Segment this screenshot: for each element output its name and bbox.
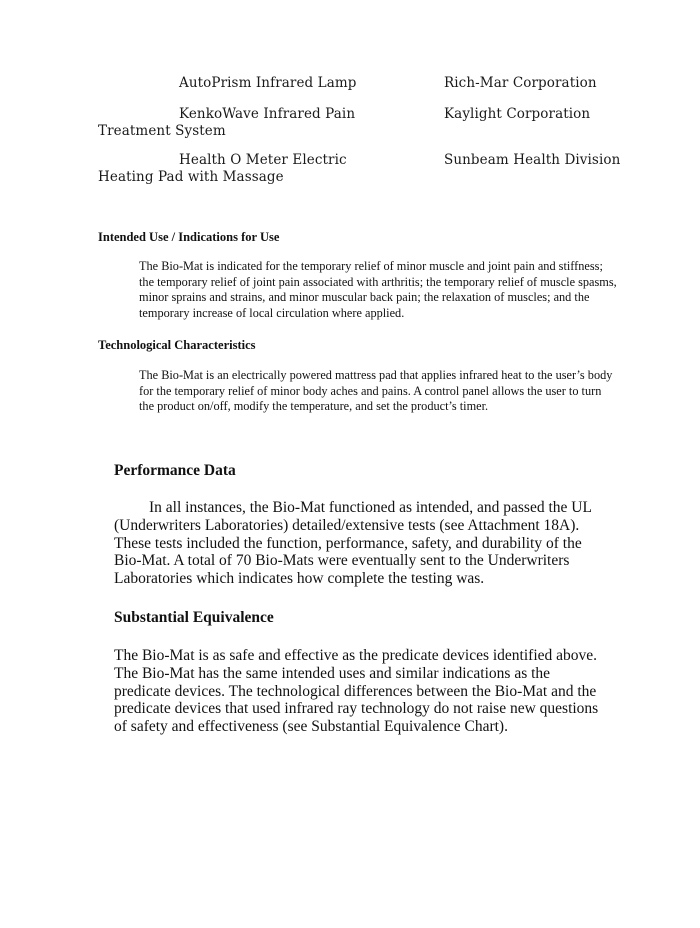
predicate-device-company: Rich-Mar Corporation [444, 75, 597, 91]
performance-data-heading: Performance Data [114, 462, 236, 479]
performance-data-body: In all instances, the Bio-Mat functioned as intended, and passed the UL (Underwriters Laboratories) detailed/extensive tests (see Attachment 18A). These tests included the function, performance, safety, and durability of the Bio-Mat. A total of 70 Bio-Mats were eventually sent to the Underwriters Laboratories which indicates how complete the testing was. [114, 499, 592, 588]
predicate-device-name: Health O Meter Electric Heating Pad with Massage [98, 152, 347, 185]
intended-use-heading: Intended Use / Indications for Use [98, 230, 280, 244]
technological-characteristics-body: The Bio-Mat is an electrically powered mattress pad that applies infrared heat to the user’s body for the temporary relief of minor body aches and pains. A control panel allows the user to turn the product on/off, modify the temperature, and set the product’s timer. [139, 368, 613, 414]
technological-characteristics-heading: Technological Characteristics [98, 338, 256, 352]
intended-use-body: The Bio-Mat is indicated for the temporary relief of minor muscle and joint pain and stiffness; the temporary relief of joint pain associated with arthritis; the temporary relief of muscle spasms, minor sprains and strains, and minor muscular back pain; the relaxation of muscles; and the temporary increase of local circulation where applied. [139, 259, 617, 320]
predicate-device-name: AutoPrism Infrared Lamp [179, 75, 357, 91]
predicate-device-company: Sunbeam Health Division [444, 152, 621, 168]
predicate-device-name: KenkoWave Infrared Pain Treatment System [98, 106, 356, 139]
predicate-device-company: Kaylight Corporation [444, 106, 591, 122]
substantial-equivalence-heading: Substantial Equivalence [114, 609, 274, 626]
substantial-equivalence-body: The Bio-Mat is as safe and effective as the predicate devices identified above. The Bio-Mat has the same intended uses and similar indications as the predicate devices. The technological differences between the Bio-Mat and the predicate devices that used infrared ray technology do not raise new questions of safety and effectiveness (see Substantial Equivalence Chart). [114, 647, 599, 736]
